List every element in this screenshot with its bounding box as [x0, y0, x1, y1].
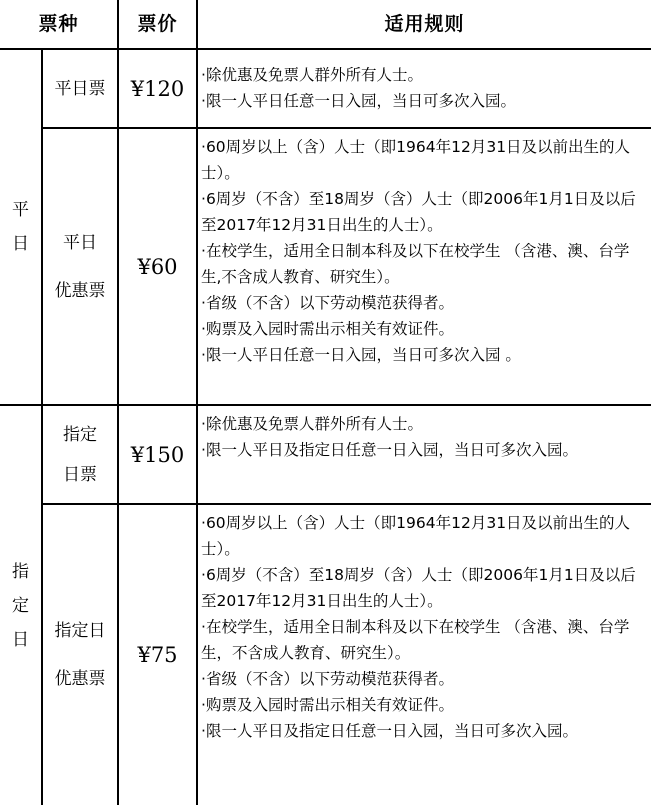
rule-item: · 除优惠及免票人群外所有人士。 — [201, 411, 641, 437]
rule-item: · 限一人平日及指定日任意一日入园，当日可多次入园。 — [201, 437, 641, 463]
ticket-rules — [201, 411, 641, 463]
group-char: 平 — [12, 200, 29, 220]
ticket-name-line: 指定 — [63, 424, 97, 445]
ticket-name-line: 指定日 — [54, 621, 106, 641]
ticket-name-line: 日票 — [63, 464, 97, 485]
rule-item: · 购票及入园时需出示相关有效证件。 — [201, 692, 641, 718]
ticket-rules — [201, 62, 641, 114]
header-ticket-price: 票价 — [137, 13, 178, 35]
ticket-name — [43, 129, 117, 404]
group-char: 定 — [12, 595, 29, 616]
ticket-price: ¥150 — [130, 442, 185, 467]
header-rules: 适用规则 — [384, 13, 465, 35]
rule-item: · 60周岁以上（含）人士（即1964年12月31日及以前出生的人士）。 — [201, 510, 641, 562]
rule-item: · 限一人平日任意一日入园，当日可多次入园。 — [201, 88, 641, 114]
ticket-name-line: 优惠票 — [54, 280, 106, 301]
divider-vertical — [196, 0, 198, 805]
rule-item: · 除优惠及免票人群外所有人士。 — [201, 62, 641, 88]
rule-item: · 购票及入园时需出示相关有效证件。 — [201, 316, 641, 342]
ticket-name-line: 平日票 — [54, 78, 106, 99]
rule-item: · 在校学生，适用全日制本科及以下在校学生 （含港、澳、台学生，不含成人教育、研究生）。 — [201, 614, 641, 666]
group-char: 日 — [12, 234, 29, 254]
rule-item: · 6周岁（不含）至18周岁（含）人士（即2006年1月1日及以后至2017年12月31日出生的人士）。 — [201, 562, 641, 614]
ticket-name-line: 优惠票 — [54, 669, 106, 689]
rule-item: · 省级（不含）以下劳动模范获得者。 — [201, 666, 641, 692]
ticket-name-line: 平日 — [63, 232, 97, 253]
group-char: 日 — [12, 629, 29, 650]
rule-item: · 在校学生，适用全日制本科及以下在校学生 （含港、澳、台学生,不含成人教育、研究生）。 — [201, 238, 641, 290]
ticket-rules — [201, 134, 641, 368]
ticket-price: ¥120 — [130, 76, 185, 101]
group-designated-day — [0, 406, 41, 805]
rule-item: · 限一人平日及指定日任意一日入园，当日可多次入园。 — [201, 718, 641, 744]
rule-item: · 6周岁（不含）至18周岁（含）人士（即2006年1月1日及以后至2017年12月31日出生的人士）。 — [201, 186, 641, 238]
rule-item: · 限一人平日任意一日入园，当日可多次入园 。 — [201, 342, 641, 368]
rule-item: · 60周岁以上（含）人士（即1964年12月31日及以前出生的人士）。 — [201, 134, 641, 186]
ticket-name — [43, 406, 117, 503]
header-ticket-type: 票种 — [38, 13, 79, 35]
ticket-price: ¥75 — [137, 643, 178, 667]
ticket-rules — [201, 510, 641, 744]
ticket-price: ¥60 — [137, 254, 178, 279]
group-char: 指 — [12, 561, 29, 582]
rule-item: · 省级（不含）以下劳动模范获得者。 — [201, 290, 641, 316]
ticket-name — [43, 505, 117, 805]
group-weekday — [0, 50, 41, 404]
ticket-name — [43, 50, 117, 127]
